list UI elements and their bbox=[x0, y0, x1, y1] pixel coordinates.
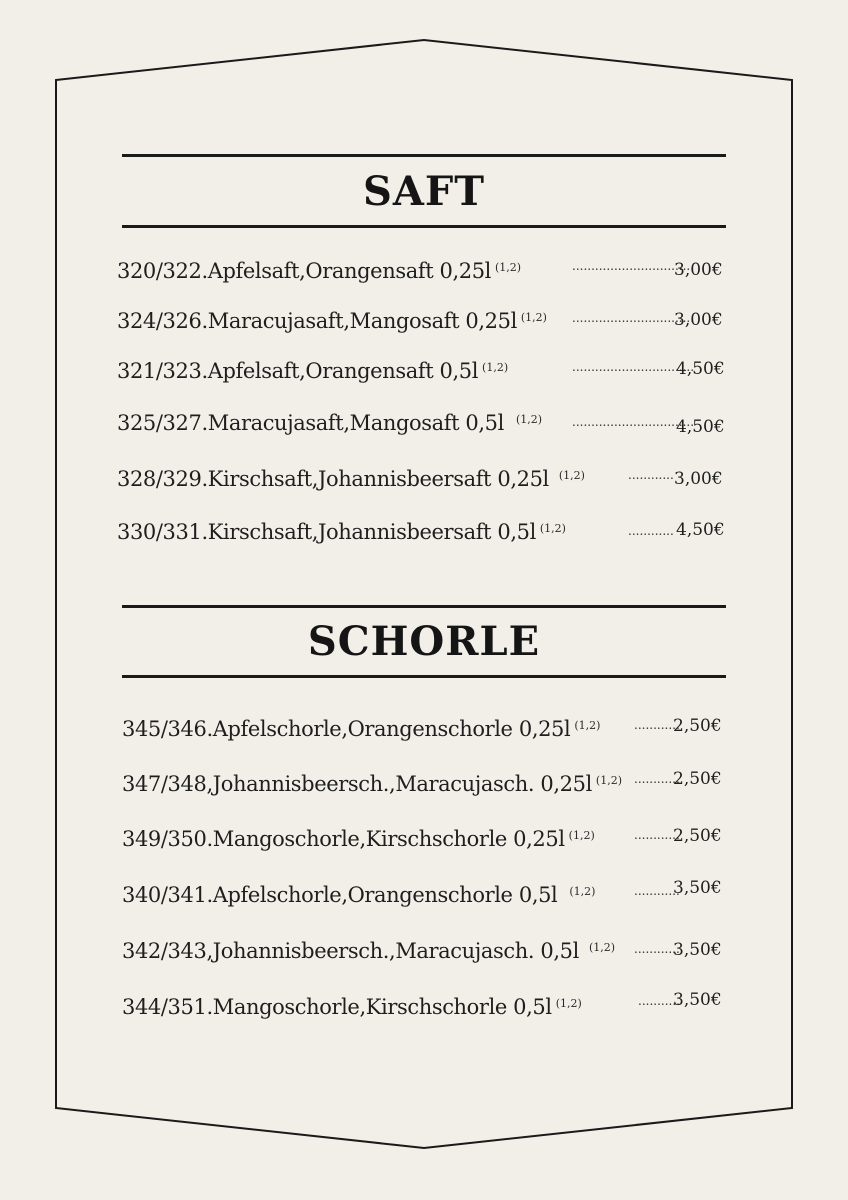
dot-leader: ............ bbox=[628, 468, 674, 482]
item-note: (1,2) bbox=[569, 884, 596, 898]
item-price: 2,50€ bbox=[673, 769, 722, 789]
dot-leader: ............ bbox=[634, 828, 680, 842]
dot-leader: ............ bbox=[634, 942, 680, 956]
item-name: 347/348,Johannisbeersch.,Maracujasch. 0,25l bbox=[122, 772, 592, 796]
schorle-heading: SCHORLE bbox=[307, 618, 541, 665]
dot-leader: ................................ bbox=[572, 311, 695, 325]
dot-leader: ................................ bbox=[572, 360, 695, 374]
menu-item bbox=[122, 712, 600, 746]
item-price: 4,50€ bbox=[676, 520, 725, 540]
item-note: (1,2) bbox=[539, 521, 566, 535]
item-note: (1,2) bbox=[555, 996, 582, 1010]
saft-top-rule bbox=[122, 154, 726, 157]
item-name: 328/329.Kirschsaft,Johannisbeersaft 0,25l bbox=[117, 467, 549, 491]
dot-leader: ........... bbox=[638, 994, 680, 1008]
menu-item bbox=[122, 934, 615, 968]
menu-item bbox=[122, 767, 622, 801]
item-note: (1,2) bbox=[558, 468, 585, 482]
item-name: 342/343,Johannisbeersch.,Maracujasch. 0,5l bbox=[122, 939, 579, 963]
menu-item bbox=[117, 515, 566, 549]
schorle-top-rule bbox=[122, 605, 726, 608]
item-price: 3,00€ bbox=[674, 469, 723, 489]
item-name: 330/331.Kirschsaft,Johannisbeersaft 0,5l bbox=[117, 520, 536, 544]
menu-item bbox=[122, 990, 582, 1024]
menu-item bbox=[117, 254, 521, 288]
item-price: 3,50€ bbox=[673, 940, 722, 960]
item-name: 324/326.Maracujasaft,Mangosaft 0,25l bbox=[117, 309, 517, 333]
menu-item bbox=[117, 406, 542, 440]
item-price: 4,50€ bbox=[676, 359, 725, 379]
dot-leader: ............ bbox=[634, 718, 680, 732]
item-name: 320/322.Apfelsaft,Orangensaft 0,25l bbox=[117, 259, 491, 283]
item-name: 344/351.Mangoschorle,Kirschschorle 0,5l bbox=[122, 995, 552, 1019]
menu-item bbox=[117, 462, 585, 496]
dot-leader: ................................ bbox=[572, 259, 695, 273]
item-price: 3,50€ bbox=[673, 990, 722, 1010]
saft-bottom-rule bbox=[122, 225, 726, 228]
item-name: 321/323.Apfelsaft,Orangensaft 0,5l bbox=[117, 359, 479, 383]
saft-heading: SAFT bbox=[362, 168, 486, 215]
item-price: 3,50€ bbox=[673, 878, 722, 898]
item-note: (1,2) bbox=[482, 360, 509, 374]
dot-leader: ............ bbox=[634, 772, 680, 786]
menu-item bbox=[122, 822, 595, 856]
dot-leader: ................................ bbox=[572, 415, 695, 429]
item-note: (1,2) bbox=[568, 828, 595, 842]
item-note: (1,2) bbox=[494, 260, 522, 274]
item-name: 349/350.Mangoschorle,Kirschschorle 0,25l bbox=[122, 827, 565, 851]
item-note: (1,2) bbox=[574, 718, 601, 732]
item-note: (1,2) bbox=[588, 940, 616, 954]
item-note: (1,2) bbox=[520, 310, 547, 324]
menu-item bbox=[117, 354, 508, 388]
item-price: 2,50€ bbox=[673, 826, 722, 846]
dot-leader: ............ bbox=[628, 524, 674, 538]
menu-item bbox=[117, 304, 547, 338]
schorle-bottom-rule bbox=[122, 675, 726, 678]
menu-item bbox=[122, 878, 595, 912]
item-note: (1,2) bbox=[515, 412, 543, 426]
dot-leader: ............ bbox=[634, 884, 680, 898]
item-price: 3,00€ bbox=[674, 260, 723, 280]
item-name: 340/341.Apfelschorle,Orangenschorle 0,5l bbox=[122, 883, 558, 907]
item-price: 4,50€ bbox=[676, 417, 725, 437]
item-price: 2,50€ bbox=[673, 716, 722, 736]
item-price: 3,00€ bbox=[674, 310, 723, 330]
item-note: (1,2) bbox=[595, 773, 622, 787]
item-name: 345/346.Apfelschorle,Orangenschorle 0,25l bbox=[122, 717, 571, 741]
item-name: 325/327.Maracujasaft,Mangosaft 0,5l bbox=[117, 411, 504, 435]
